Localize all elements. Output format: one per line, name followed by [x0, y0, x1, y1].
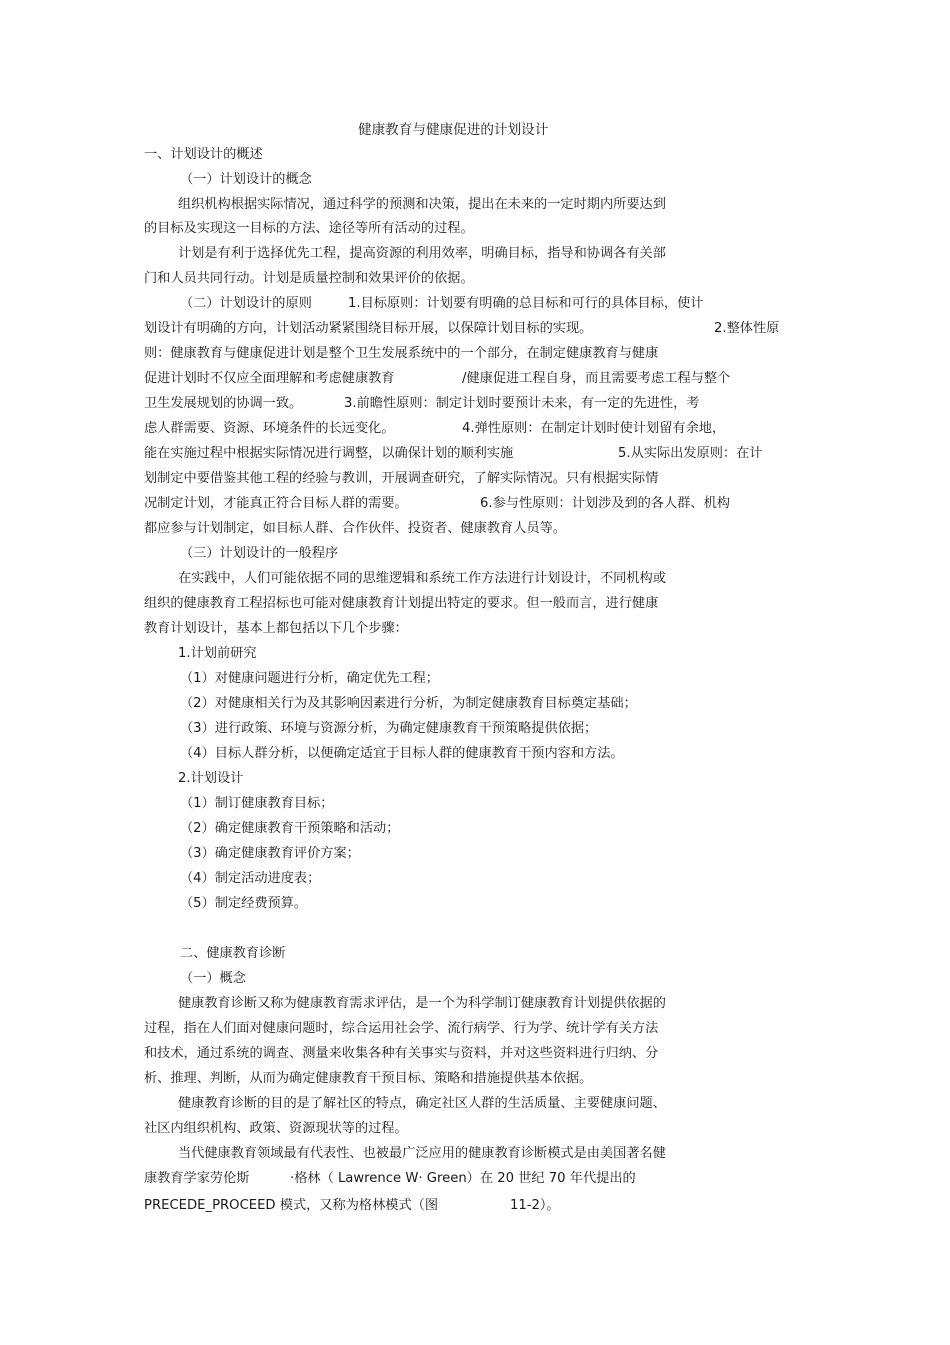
text-line: （2）确定健康教育干预策略和活动； [180, 821, 400, 836]
text-line: 划制定中要借鉴其他工程的经验与教训，开展调查研究，了解实际情况。只有根据实际情 [144, 471, 659, 486]
text-line: 组织的健康教育工程招标也可能对健康教育计划提出特定的要求。但一般而言，进行健康 [144, 596, 659, 611]
text-line: 促进计划时不仅应全面理解和考虑健康教育 [144, 371, 395, 386]
text-line: ·格林（ Lawrence W· Green）在 20 世纪 70 年代提出的 [290, 1171, 636, 1186]
text-line: 康教育学家劳伦斯 [144, 1171, 250, 1186]
document-title: 健康教育与健康促进的计划设计 [358, 122, 549, 138]
text-line: 卫生发展规划的协调一致。 [144, 396, 303, 411]
text-line: （4）目标人群分析，以便确定适宜于目标人群的健康教育干预内容和方法。 [180, 746, 624, 761]
text-line: PRECEDE_PROCEED 模式，又称为格林模式（图 [144, 1198, 439, 1213]
text-line: 教育计划设计，基本上都包括以下几个步骤： [144, 621, 408, 636]
text-line: 1.计划前研究 [178, 646, 257, 661]
text-line: （1）制订健康教育目标； [180, 796, 334, 811]
text-line: 析、推理、判断，从而为确定健康教育干预目标、策略和措施提供基本依据。 [144, 1071, 593, 1086]
text-line: 3.前瞻性原则：制定计划时要预计未来，有一定的先进性，考 [344, 396, 700, 411]
text-line: （3）进行政策、环境与资源分析，为确定健康教育干预策略提供依据； [180, 721, 598, 736]
text-line: 2.整体性原 [714, 321, 780, 336]
text-line: 和技术，通过系统的调查、测量来收集各种有关事实与资料，并对这些资料进行归纳、分 [144, 1046, 659, 1061]
text-line: 况制定计划，才能真正符合目标人群的需要。 [144, 496, 408, 511]
text-line: （3）确定健康教育评价方案； [180, 846, 360, 861]
text-line: 能在实施过程中根据实际情况进行调整，以确保计划的顺利实施 [144, 446, 514, 461]
text-line: 5.从实际出发原则：在计 [618, 446, 763, 461]
text-line: 则：健康教育与健康促进计划是整个卫生发展系统中的一个部分，在制定健康教育与健康 [144, 346, 659, 361]
text-line: 6.参与性原则：计划涉及到的各人群、机构 [480, 496, 730, 511]
text-line: /健康促进工程自身，而且需要考虑工程与整个 [462, 371, 731, 386]
text-line: 2.计划设计 [178, 771, 244, 786]
text-line: 在实践中，人们可能依据不同的思维逻辑和系统工作方法进行计划设计，不同机构或 [178, 571, 666, 586]
text-line: 组织机构根据实际情况，通过科学的预测和决策，提出在未来的一定时期内所要达到 [178, 197, 666, 212]
text-line: （一）概念 [180, 971, 246, 986]
text-line: （4）制定活动进度表； [180, 871, 321, 886]
text-line: 一、计划设计的概述 [144, 147, 263, 162]
text-line: 都应参与计划制定，如目标人群、合作伙伴、投资者、健康教育人员等。 [144, 521, 566, 536]
text-line: （一）计划设计的概念 [180, 172, 312, 187]
text-line: 健康教育诊断的目的是了解社区的特点，确定社区人群的生活质量、主要健康问题、 [178, 1096, 666, 1111]
text-line: 健康教育诊断又称为健康教育需求评估，是一个为科学制订健康教育计划提供依据的 [178, 996, 666, 1011]
text-line: 门和人员共同行动。计划是质量控制和效果评价的依据。 [144, 271, 474, 286]
text-line: 二、健康教育诊断 [180, 946, 286, 961]
text-line: 11-2）。 [510, 1198, 560, 1213]
text-line: 虑人群需要、资源、环境条件的长远变化。 [144, 421, 395, 436]
text-line: （三）计划设计的一般程序 [180, 546, 339, 561]
text-line: 社区内组织机构、政策、资源现状等的过程。 [144, 1121, 408, 1136]
text-line: 划设计有明确的方向，计划活动紧紧围绕目标开展，以保障计划目标的实现。 [144, 321, 593, 336]
text-line: 4.弹性原则：在制定计划时使计划留有余地， [462, 421, 726, 436]
text-line: 1.目标原则：计划要有明确的总目标和可行的具体目标，使计 [348, 296, 704, 311]
text-line: 计划是有利于选择优先工程，提高资源的利用效率，明确目标，指导和协调各有关部 [178, 246, 666, 261]
text-line: （二）计划设计的原则 [180, 296, 312, 311]
text-line: （5）制定经费预算。 [180, 896, 308, 911]
text-line: 过程，指在人们面对健康问题时，综合运用社会学、流行病学、行为学、统计学有关方法 [144, 1021, 659, 1036]
text-line: 的目标及实现这一目标的方法、途径等所有活动的过程。 [144, 221, 474, 236]
text-line: 当代健康教育领域最有代表性、也被最广泛应用的健康教育诊断模式是由美国著名健 [178, 1146, 666, 1161]
text-line: （2）对健康相关行为及其影响因素进行分析，为制定健康教育目标奠定基础； [180, 696, 637, 711]
text-line: （1）对健康问题进行分析，确定优先工程； [180, 671, 439, 686]
